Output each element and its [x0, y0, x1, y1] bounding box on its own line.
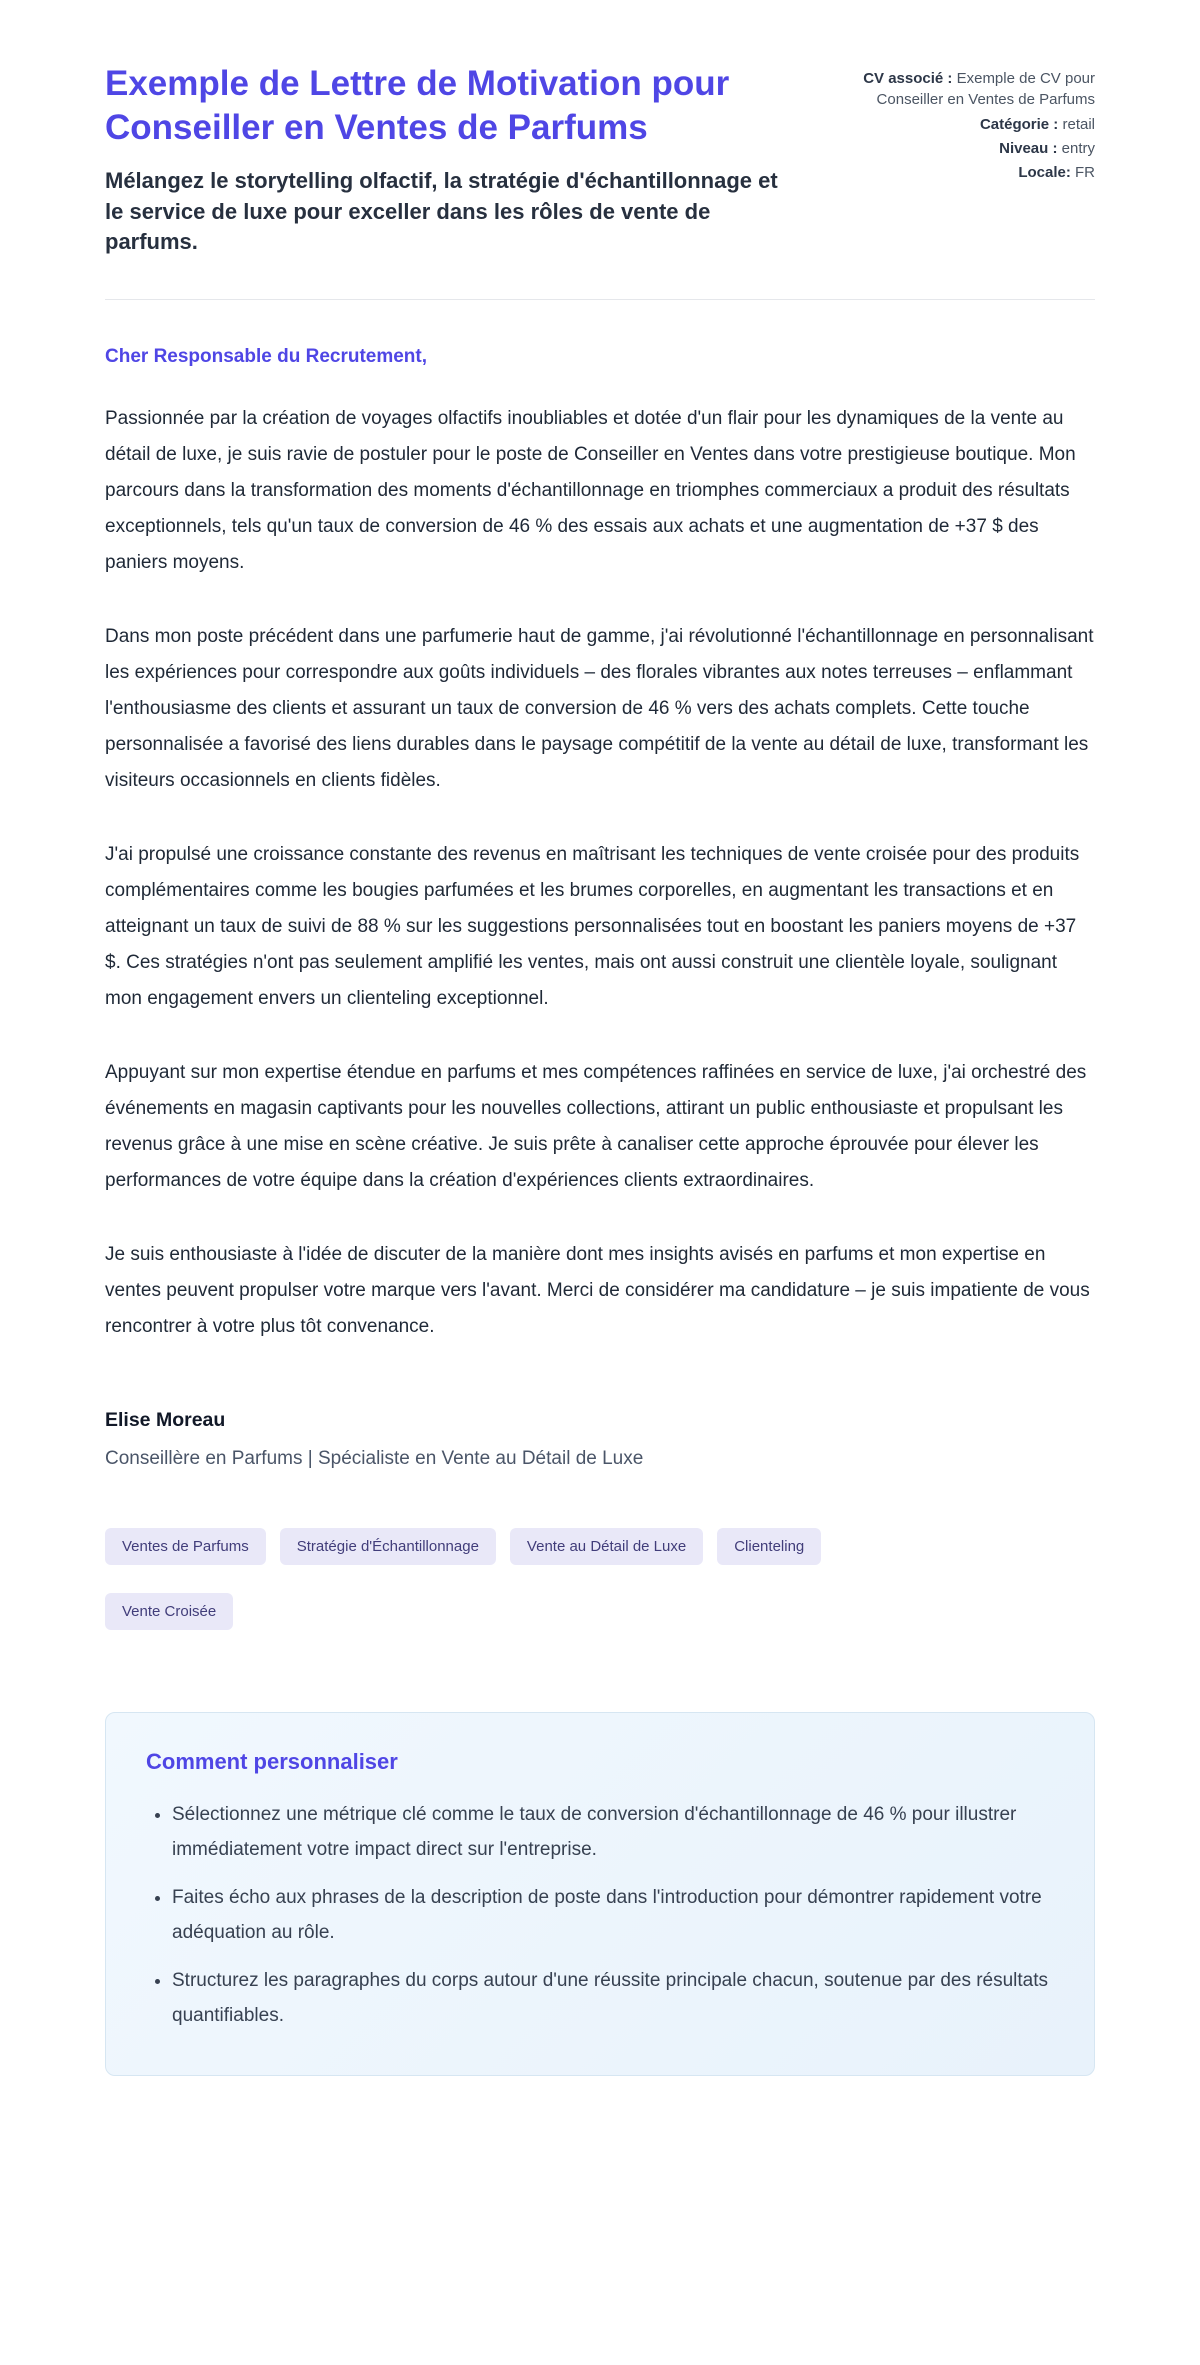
- meta-value-locale: FR: [1075, 164, 1095, 182]
- article-page: [105, 0, 1095, 2076]
- tag-chip-clienteling[interactable]: Clienteling: [717, 1528, 821, 1565]
- tips-item-1: • Sélectionnez une métrique clé comme le taux de conversion d'échantillonnage de 46 % pour illustrer immédiatement votre impact direct sur l'entreprise.: [172, 1797, 1054, 1867]
- tag-chip-ventes-de-parfums[interactable]: Ventes de Parfums: [105, 1528, 266, 1565]
- tag-chip-vente-detail-luxe[interactable]: Vente au Détail de Luxe: [510, 1528, 703, 1565]
- signature-name: Elise Moreau: [105, 1409, 226, 1432]
- tips-list: [146, 1797, 1054, 2033]
- tag-chip-strategie-echantillonnage[interactable]: Stratégie d'Échantillonnage: [280, 1528, 496, 1565]
- tag-list: [105, 1528, 1095, 1630]
- cover-letter-body: [105, 346, 1095, 1470]
- signature-role: Conseillère en Parfums | Spécialiste en Vente au Détail de Luxe: [105, 1448, 644, 1470]
- letter-paragraph-4: Appuyant sur mon expertise étendue en parfums et mes compétences raffinées en service de luxe, j'ai orchestré des événements en magasin captivants pour les nouvelles collections, attirant un public enthousiaste et propulsant les revenus grâce à une mise en scène créative. Je suis prête à canaliser cette approche éprouvée pour élever les performances de votre équipe dans la création d'expériences clients extraordinaires.: [105, 1062, 1087, 1192]
- tag-chip-vente-croisee[interactable]: Vente Croisée: [105, 1593, 233, 1630]
- page-subtitle: Mélangez le storytelling olfactif, la stratégie d'échantillonnage et le service de luxe pour exceller dans les rôles de vente de parfums.: [105, 168, 778, 254]
- meta-label-level: Niveau :: [999, 139, 1058, 157]
- letter-greeting: Cher Responsable du Recrutement,: [105, 346, 428, 368]
- letter-paragraph-2: Dans mon poste précédent dans une parfumerie haut de gamme, j'ai révolutionné l'échantillonnage en personnalisant les expériences pour correspondre aux goûts individuels – des florales vibrantes aux notes terreuses – enflammant l'enthousiasme des clients et assurant un taux de conversion de 46 % vers des achats complets. Cette touche personnalisée a favorisé des liens durables dans le paysage compétitif de la vente au détail de luxe, transformant les visiteurs occasionnels en clients fidèles.: [105, 626, 1094, 792]
- meta-value-level: entry: [1061, 139, 1095, 157]
- header-divider: [105, 299, 1095, 300]
- letter-paragraph-1: Passionnée par la création de voyages olfactifs inoubliables et dotée d'un flair pour les dynamiques de la vente au détail de luxe, je suis ravie de postuler pour le poste de Conseiller en Ventes dans votre prestigieuse boutique. Mon parcours dans la transformation des moments d'échantillonnage en triomphes commerciaux a produit des résultats exceptionnels, tels qu'un taux de conversion de 46 % des essais aux achats et une augmentation de +37 $ des paniers moyens.: [105, 408, 1076, 574]
- meta-label-category: Catégorie :: [979, 115, 1059, 133]
- header-title-block: [105, 62, 835, 257]
- page-header: [105, 62, 1095, 257]
- customization-tips-box: [105, 1712, 1095, 2076]
- page-title: Exemple de Lettre de Motivation pour Conseiller en Ventes de Parfums: [105, 64, 730, 148]
- meta-row-locale: [857, 162, 1095, 183]
- meta-row-level: [857, 138, 1095, 159]
- meta-label-related-cv: CV associé :: [863, 70, 953, 87]
- meta-row-category: [857, 114, 1095, 135]
- letter-paragraph-3: J'ai propulsé une croissance constante des revenus en maîtrisant les techniques de vente croisée pour des produits complémentaires comme les bougies parfumées et les brumes corporelles, en augmentant les transactions et en atteignant un taux de suivi de 88 % sur les suggestions personnalisées tout en boostant les paniers moyens de +37 $. Ces stratégies n'ont pas seulement amplifié les ventes, mais ont aussi construit une clientèle loyale, soulignant mon engagement envers un clienteling exceptionnel.: [105, 844, 1080, 1010]
- letter-paragraph-5: Je suis enthousiaste à l'idée de discuter de la manière dont mes insights avisés en parfums et mon expertise en ventes peuvent propulser votre marque vers l'avant. Merci de considérer ma candidature – je suis impatiente de vous rencontrer à votre plus tôt convenance.: [105, 1244, 1090, 1338]
- tips-item-3: • Structurez les paragraphes du corps autour d'une réussite principale chacun, soutenue par des résultats quantifiables.: [172, 1963, 1054, 2033]
- meta-label-locale: Locale:: [1018, 164, 1071, 182]
- meta-value-related-cv: Exemple de CV pour Conseiller en Ventes de Parfums: [876, 70, 1095, 109]
- tips-item-2: • Faites écho aux phrases de la description de poste dans l'introduction pour démontrer rapidement votre adéquation au rôle.: [172, 1880, 1054, 1950]
- tips-title: Comment personnaliser: [146, 1749, 398, 1775]
- meta-value-category: retail: [1062, 115, 1095, 133]
- meta-row-related-cv: [857, 68, 1095, 111]
- meta-panel: [857, 62, 1095, 186]
